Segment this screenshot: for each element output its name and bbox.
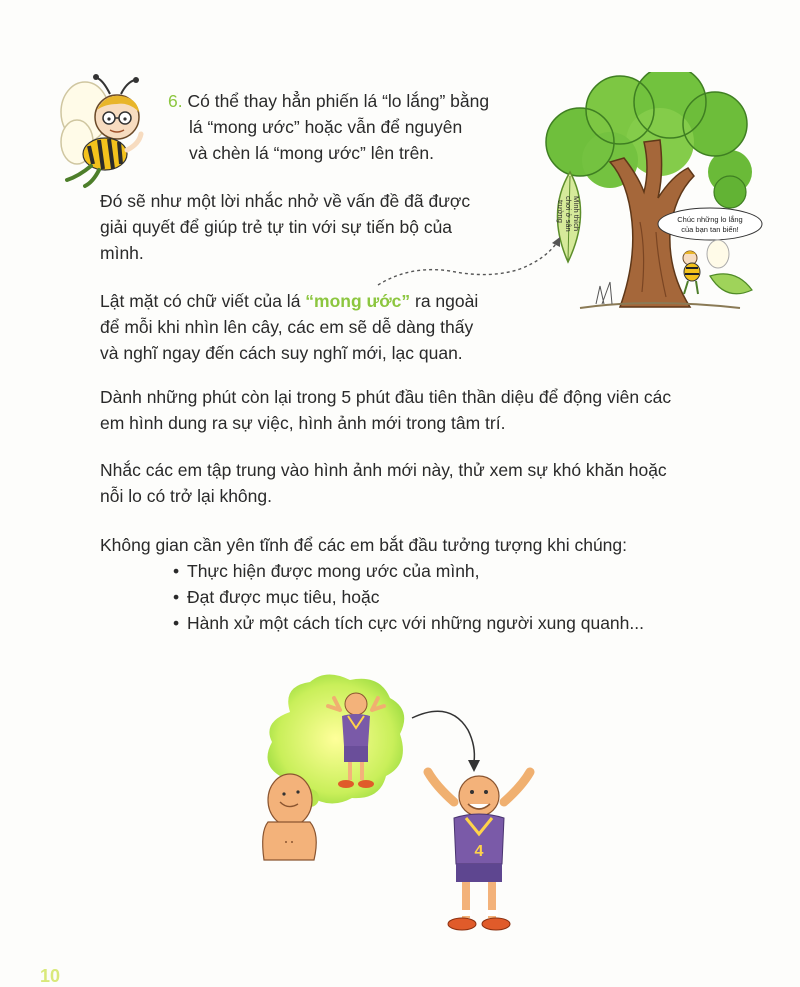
leaf-text-line-3: trường — [556, 200, 565, 223]
bee-speech-bubble — [658, 208, 762, 240]
paragraph-flip-leaf-line-3: và nghĩ ngay đến cách suy nghĩ mới, lạc quan. — [100, 343, 463, 363]
step-6-line-1 — [168, 88, 548, 114]
shirt-number: 4 — [474, 843, 484, 860]
curved-arrow — [412, 711, 474, 762]
bee-mascot-illustration — [55, 72, 155, 192]
flip-leaf-text-before: Lật mặt có chữ viết của lá — [100, 291, 306, 311]
step-6-line-2: lá “mong ước” hoặc vẫn để nguyên — [189, 117, 463, 137]
step-6-line-3: và chèn lá “mong ước” lên trên. — [189, 143, 434, 163]
bubble-line-1: Chúc những lo lắng — [677, 215, 743, 224]
small-green-leaf — [710, 274, 752, 294]
paragraph-focus-line-1: Nhắc các em tập trung vào hình ảnh mới này, thử xem sự khó khăn hoặc — [100, 460, 667, 480]
paragraph-visualize-line-1: Dành những phút còn lại trong 5 phút đầu tiên thần diệu để động viên các — [100, 387, 672, 407]
paragraph-reminder-line-3: mình. — [100, 243, 144, 263]
paragraph-visualize-line-2: em hình dung ra sự việc, hình ảnh mới trong tâm trí. — [100, 413, 506, 433]
step-6-line-1-text: Có thể thay hẳn phiến lá “lo lắng” bằng — [187, 91, 490, 111]
step-number: 6. — [168, 91, 183, 111]
bullet-item: • Thực hiện được mong ước của mình, — [173, 558, 733, 584]
paragraph-quiet-space: Không gian cần yên tĩnh để các em bắt đầu tưởng tượng khi chúng: — [100, 535, 627, 555]
bullet-item: • Hành xử một cách tích cực với những người xung quanh... — [173, 610, 733, 636]
paragraph-focus-line-2: nỗi lo có trở lại không. — [100, 486, 272, 506]
leaf-text-line-1: Mình thích — [572, 196, 581, 232]
tree-illustration — [540, 72, 770, 312]
paragraph-flip-leaf-line-2: để mỗi khi nhìn lên cây, các em sẽ dễ dàng thấy — [100, 317, 474, 337]
bullet-list — [173, 558, 733, 636]
mong-uoc-highlight: “mong ước” — [305, 291, 411, 311]
paragraph-reminder-line-1: Đó sẽ như một lời nhắc nhở về vấn đề đã được — [100, 191, 471, 211]
paragraph-reminder-line-2: giải quyết để giúp trẻ tự tin với sự tiến bộ của — [100, 217, 453, 237]
paragraph-focus — [100, 457, 760, 509]
step-6-block — [168, 88, 548, 166]
visualization-illustration — [240, 672, 540, 942]
paragraph-flip-leaf — [100, 288, 540, 366]
page-number: 10 — [40, 966, 61, 986]
bullet-item: • Đạt được mục tiêu, hoặc — [173, 584, 733, 610]
leaf-text-line-2: chơi ở sân — [564, 196, 573, 232]
happy-kid — [428, 772, 530, 930]
thinking-kid — [263, 774, 317, 860]
dotted-arrow — [370, 235, 570, 295]
flip-leaf-text-after: ra ngoài — [410, 291, 479, 311]
bubble-line-2: của bạn tan biến! — [681, 225, 739, 234]
paragraph-visualize — [100, 384, 760, 436]
